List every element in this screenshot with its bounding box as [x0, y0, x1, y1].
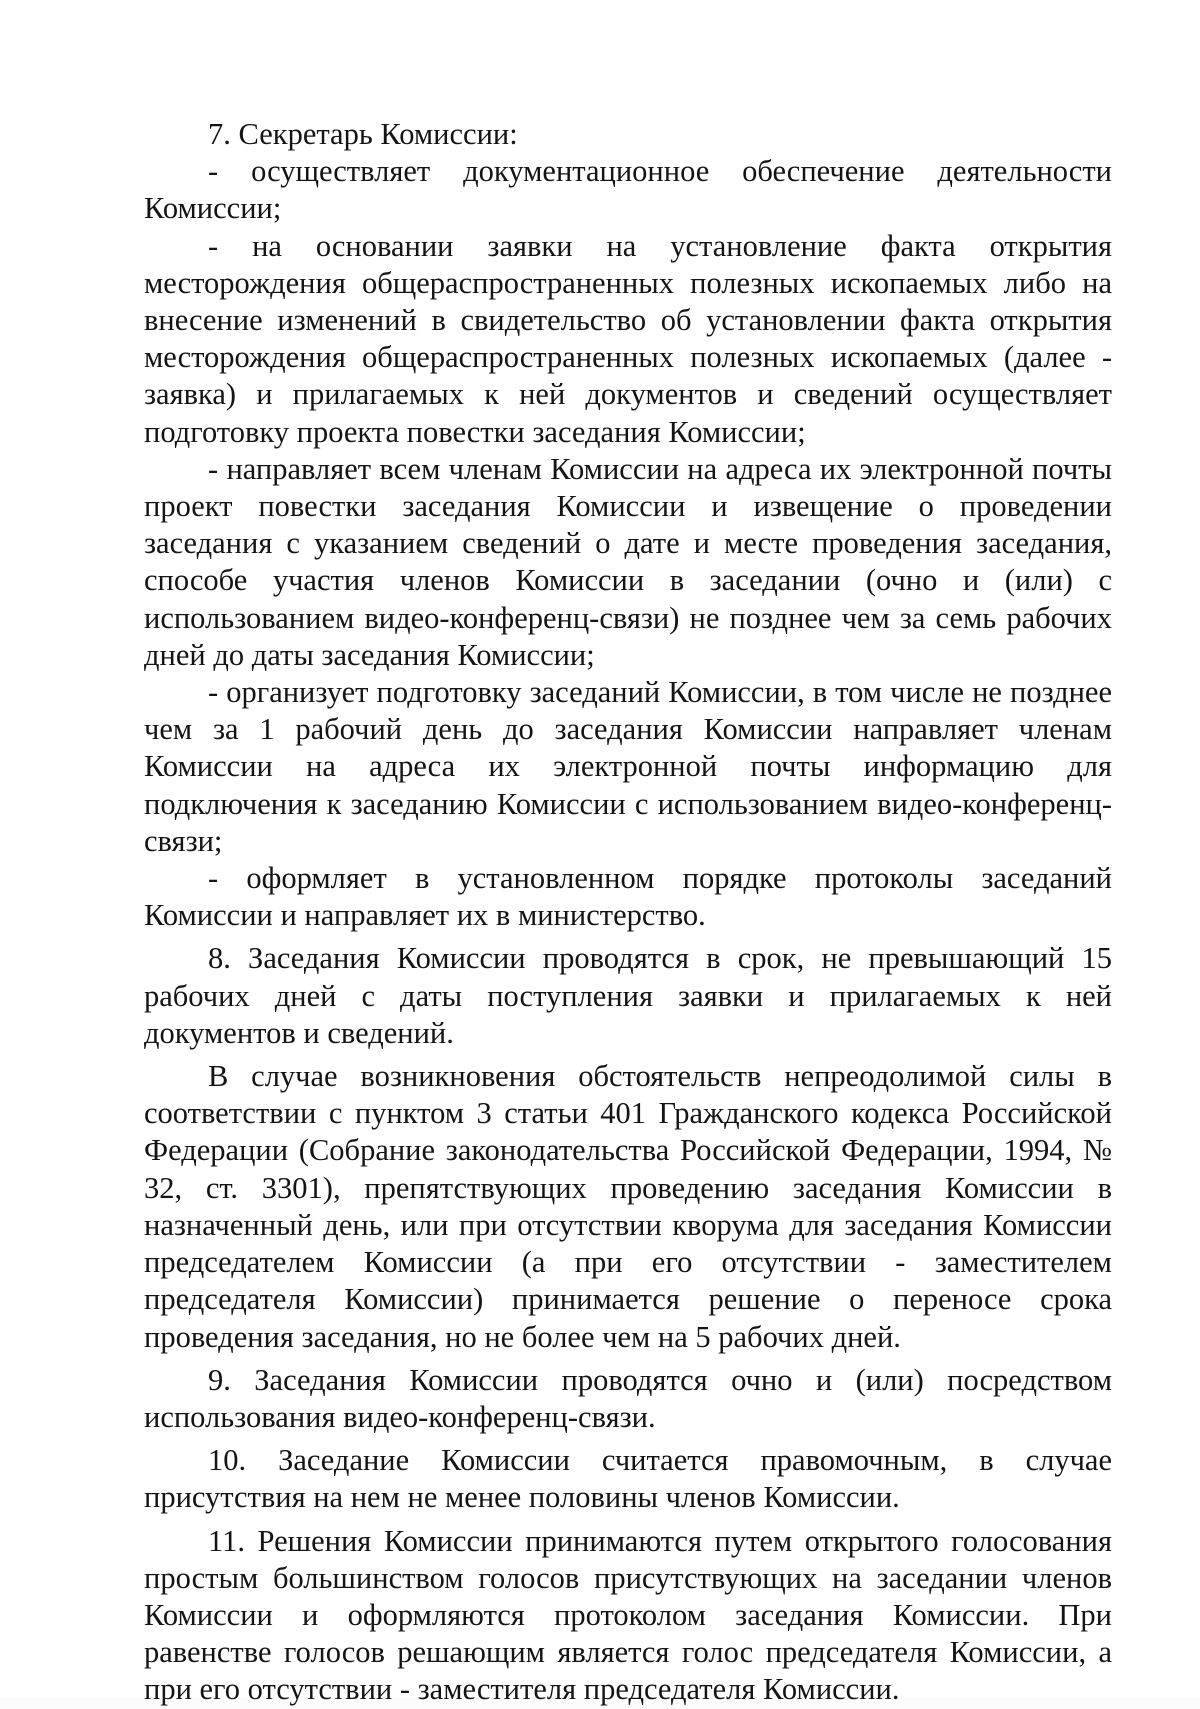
paragraph-8-force-majeure: В случае возникновения обстоятельств непреодолимой силы в соответствии с пунктом 3 статьи 401 Гражданского кодекса Российской Федерации (Собрание законодательства Российской Федерации, 1994, № 32, ст. 3301), препятствующих проведению заседания Комиссии в назначенный день, или при отсутствии кворума для заседания Комиссии председателем Комиссии (а при его отсутствии - заместителем председателя Комиссии) принимается решение о переносе срока проведения заседания, но не более чем на 5 рабочих дней. [144, 1059, 1112, 1354]
paragraph-10: 10. Заседание Комиссии считается правомочным, в случае присутствия на нем не менее половины членов Комиссии. [144, 1443, 1112, 1515]
paragraph-7-item-documentation: - осуществляет документационное обеспечение деятельности Комиссии; [144, 154, 1112, 226]
paragraph-11: 11. Решения Комиссии принимаются путем открытого голосования простым большинством голосов присутствующих на заседании членов Комиссии и оформляются протоколом заседания Комиссии. При равенстве голосов решающим является голос председателя Комиссии, а при его отсутствии - заместителя председателя Комиссии. [144, 1523, 1112, 1707]
document-body [144, 116, 1112, 1709]
paragraph-7-item-agenda-preparation: - на основании заявки на установление факта открытия месторождения общераспространенных полезных ископаемых либо на внесение изменений в свидетельство об установлении факта открытия месторождения общераспространенных полезных ископаемых (далее - заявка) и прилагаемых к ней документов и сведений осуществляет подготовку проекта повестки заседания Комиссии; [144, 228, 1112, 449]
paragraph-7-heading: 7. Секретарь Комиссии: [208, 117, 518, 151]
paragraph-9: 9. Заседания Комиссии проводятся очно и (или) посредством использования видео-конференц-связи. [144, 1362, 1112, 1434]
paragraph-8: 8. Заседания Комиссии проводятся в срок, не превышающий 15 рабочих дней с даты поступления заявки и прилагаемых к ней документов и сведений. [144, 941, 1112, 1050]
paragraph-7-item-protocols: - оформляет в установленном порядке протоколы заседаний Комиссии и направляет их в министерство. [144, 861, 1112, 933]
paragraph-7-item-meeting-organization: - организует подготовку заседаний Комиссии, в том числе не позднее чем за 1 рабочий день до заседания Комиссии направляет членам Комиссии на адреса их электронной почты информацию для подключения к заседанию Комиссии с использованием видео-конференц-связи; [144, 675, 1112, 858]
paragraph-7-item-agenda-sending: - направляет всем членам Комиссии на адреса их электронной почты проект повестки заседания Комиссии и извещение о проведении заседания с указанием сведений о дате и месте проведения заседания, способе участия членов Комиссии в заседании (очно и (или) с использованием видео-конференц-связи) не позднее чем за семь рабочих дней до даты заседания Комиссии; [144, 451, 1112, 672]
